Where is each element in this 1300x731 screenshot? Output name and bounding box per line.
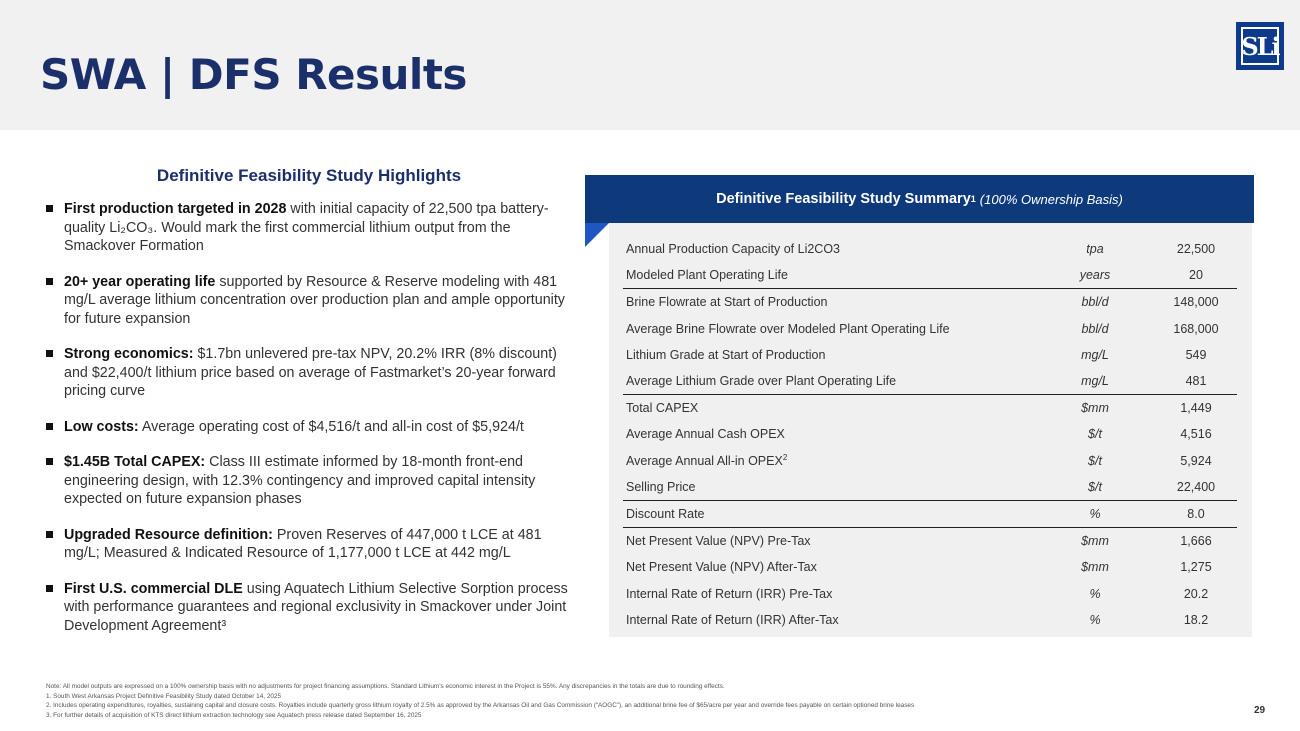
summary-subtitle: (100% Ownership Basis) [979,191,1123,207]
bullet-text: Class III estimate informed by 18-month front-end engineering design, with 12.3% contingency and improved capital intensity expected on future expansion phases [64,454,536,507]
unit-cell: tpa [1086,242,1104,257]
metric-label: Modeled Plant Operating Life [626,268,788,283]
bullet-text: using Aquatech Lithium Selective Sorption process with performance guarantees and regional exclusivity in Smackover under Joint Development Agreement³ [64,580,568,634]
highlight-bullet [46,453,572,509]
footnote-line: 2. Includes operating expenditures, royalties, sustaining capital and closure costs. Royalties include quarterly gross lithium royalty of 2.5% as approved by the Arkansas Oil and Gas Commission (“AOGC”), an additional brine fee of $65/acre per year and override fees payable on certain optioned brine leases [46,702,915,709]
summary-row [623,580,1237,606]
metric-label: Lithium Grade at Start of Production [626,347,826,362]
bullet-square-icon [46,423,53,430]
summary-row [623,474,1237,501]
summary-table [623,236,1237,633]
metric-label: Net Present Value (NPV) After-Tax [626,560,817,575]
metric-label: Discount Rate [626,506,705,521]
metric-cell [623,368,1035,395]
summary-row [623,528,1237,555]
value-cell: 148,000 [1173,295,1219,310]
metric-label: Average Lithium Grade over Plant Operating Life [626,374,897,389]
value-cell: 20 [1155,262,1237,289]
metric-cell [623,289,1035,316]
unit-cell: $/t [1088,427,1102,442]
metric-label: Annual Production Capacity of Li2CO3 [626,242,841,257]
unit-cell: $/t [1088,453,1102,468]
bullet-lead: Low costs: [64,418,139,435]
summary-row [623,421,1237,447]
metric-cell [623,236,1035,262]
bullet-square-icon [46,585,53,592]
bullet-text: Average operating cost of $4,516/t and all-in cost of $5,924/t [138,418,524,435]
value-cell: 4,516 [1180,427,1212,442]
bullet-square-icon [46,278,53,285]
metric-footnote: 2 [782,453,788,463]
page-title: SWA | DFS Results [40,50,467,99]
logo-mark: SLi [1241,27,1279,65]
metric-label: Average Annual Cash OPEX [626,427,785,442]
company-logo [1236,22,1284,70]
bullet-lead: First U.S. commercial DLE [64,580,243,597]
unit-cell: bbl/d [1081,295,1109,310]
value-cell: 5,924 [1180,453,1212,468]
bullet-lead: Strong economics: [64,346,194,362]
unit-cell: mg/L [1035,368,1155,395]
value-cell: 1,449 [1180,401,1212,416]
metric-cell [623,395,1035,422]
summary-row [623,262,1237,289]
highlight-bullet [46,273,572,329]
unit-cell: % [1089,612,1101,627]
unit-cell: mg/L [1081,347,1109,362]
metric-label: Internal Rate of Return (IRR) After-Tax [626,612,839,627]
summary-title: Definitive Feasibility Study Summary [716,191,971,207]
metric-cell [623,500,1035,527]
summary-row [623,395,1237,422]
bullet-text: Proven Reserves of 447,000 t LCE at 481 mg/L; Measured & Indicated Resource of 1,177,000 t LCE at 442 mg/L [64,526,542,561]
unit-cell: $mm [1081,560,1109,575]
footnote-line: 3. For further details of acquisition of KTS direct lithium extraction technology see Aquatech press release dated September 16, 2025 [46,711,422,719]
highlights-section [46,166,572,652]
metric-cell [623,262,1035,289]
summary-row [623,500,1237,527]
unit-cell: years [1035,262,1155,289]
bullet-text: with initial capacity of 22,500 tpa battery-quality Li₂CO₃. Would mark the first commercial lithium output from the Smackover Formation [64,201,549,254]
metric-cell [623,554,1035,580]
metric-cell [623,607,1035,633]
value-cell: 549 [1185,347,1207,362]
metric-label: Brine Flowrate at Start of Production [626,295,828,310]
metric-label: Total CAPEX [626,401,699,416]
unit-cell: $mm [1081,534,1109,549]
metric-cell [623,528,1035,555]
bullet-lead: $1.45B Total CAPEX: [64,454,206,470]
metric-cell [623,342,1035,368]
value-cell: 22,400 [1155,474,1237,501]
page-number: 29 [1254,705,1266,716]
highlight-bullet [46,418,572,437]
metric-label: Selling Price [626,479,696,494]
summary-title-footnote: 1 [970,194,976,204]
bullet-lead: 20+ year operating life [64,273,216,290]
unit-cell: bbl/d [1081,321,1109,336]
summary-row [623,448,1237,474]
value-cell: 1,666 [1180,534,1212,549]
value-cell: 168,000 [1173,321,1219,336]
metric-label: Average Brine Flowrate over Modeled Plant Operating Life [626,321,950,336]
metric-cell [623,421,1035,447]
bullet-text: $1.7bn unlevered pre-tax NPV, 20.2% IRR (8% discount) and $22,400/t lithium price based on average of Fastmarket’s 20-year forward pricing curve [64,346,557,399]
value-cell: 1,275 [1180,560,1212,575]
highlight-bullet [46,526,572,563]
summary-row [623,554,1237,580]
metric-label: Internal Rate of Return (IRR) Pre-Tax [626,586,833,601]
summary-row [623,368,1237,395]
value-cell: 8.0 [1155,500,1237,527]
highlights-heading: Definitive Feasibility Study Highlights [156,166,462,185]
footnote-line: Note: All model outputs are expressed on a 100% ownership basis with no adjustments for project financing assumptions. Standard Lithium’s economic interest in the Project is 55%. Any discrepancies in the totals are due to rounding effects. [46,683,725,690]
footnote-line: 1. South West Arkansas Project Definitive Feasibility Study dated October 14, 2025 [46,692,282,700]
highlight-bullet [46,345,572,401]
unit-cell: % [1089,586,1101,601]
value-cell: 481 [1155,368,1237,395]
metric-cell [623,580,1035,606]
bullet-square-icon [46,205,53,212]
bullet-square-icon [46,531,53,538]
bullet-text: supported by Resource & Reserve modeling with 481 mg/L average lithium concentration over production plan and ample opportunity for future expansion [64,273,565,327]
value-cell: 18.2 [1183,612,1209,627]
unit-cell: $mm [1081,401,1109,416]
summary-row [623,289,1237,316]
highlight-bullet [46,580,572,636]
bullet-lead: First production targeted in 2028 [64,201,287,217]
metric-label: Net Present Value (NPV) Pre-Tax [626,534,811,549]
metric-cell [623,474,1035,501]
highlights-list [46,200,572,635]
unit-cell: % [1035,500,1155,527]
metric-cell [623,448,1035,474]
bullet-square-icon [46,458,53,465]
footnotes [46,682,1216,720]
metric-label: Average Annual All-in OPEX [626,454,783,469]
metric-cell [623,316,1035,342]
bullet-square-icon [46,350,53,357]
highlight-bullet [46,200,572,256]
value-cell: 22,500 [1176,242,1216,257]
bullet-lead: Upgraded Resource definition: [64,526,273,543]
summary-panel-header [585,175,1254,223]
value-cell: 20.2 [1183,586,1209,601]
unit-cell: $/t [1035,474,1155,501]
summary-row [623,342,1237,368]
summary-row [623,607,1237,633]
summary-row [623,316,1237,342]
summary-row [623,236,1237,262]
panel-fold-decoration [585,223,609,247]
